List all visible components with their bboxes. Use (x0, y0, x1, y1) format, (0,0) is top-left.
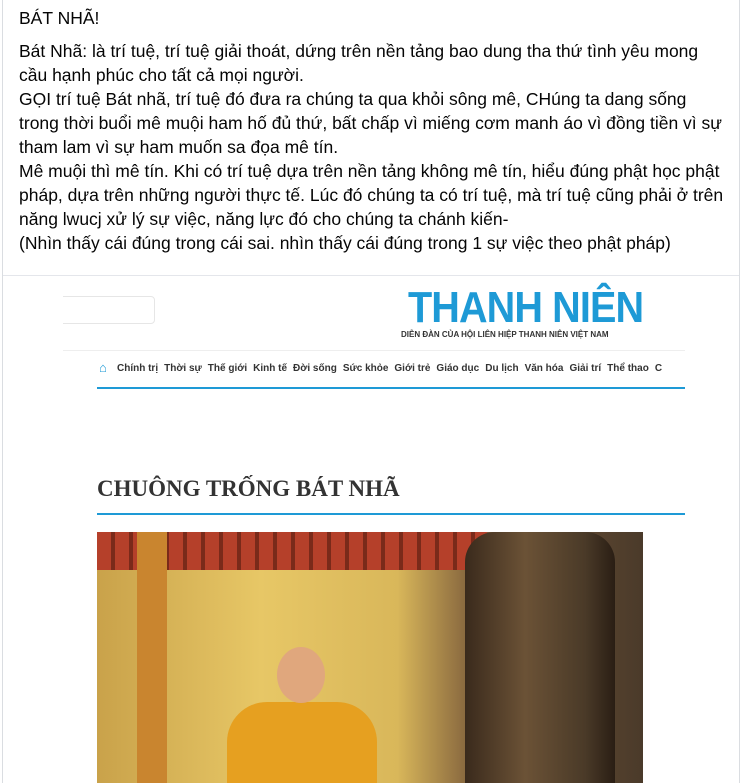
nav-item: Kinh tế (253, 362, 288, 374)
nav-item: Sức khỏe (342, 362, 389, 374)
nav-item: Giới trẻ (394, 362, 431, 374)
nav-item: Giải trí (569, 362, 602, 374)
home-icon: ⌂ (99, 360, 107, 375)
search-box (63, 296, 155, 324)
divider (63, 350, 685, 351)
site-logo: THANH NIÊN (408, 283, 644, 332)
nav-item: Giáo dục (436, 362, 480, 374)
bronze-bell (465, 532, 615, 783)
post-image[interactable] (63, 280, 685, 783)
monk-figure (227, 647, 377, 783)
article-title: CHUÔNG TRỐNG BÁT NHÃ (97, 476, 400, 501)
nav-item: Đời sống (293, 362, 337, 374)
nav-item: Thời sự (164, 362, 202, 374)
divider (3, 275, 739, 276)
temple-pillar (137, 532, 167, 783)
nav-item: C (654, 362, 663, 374)
nav-item: Thế giới (207, 362, 248, 374)
monk-head (277, 647, 325, 703)
nav-item: Du lịch (485, 362, 519, 374)
nav-underline (97, 387, 685, 389)
site-tagline: DIỄN ĐÀN CỦA HỘI LIÊN HIỆP THANH NIÊN VIỆT NAM (401, 330, 609, 339)
monk-robe (227, 702, 377, 783)
title-underline (97, 513, 685, 515)
nav-item: Chính trị (117, 362, 159, 374)
post-card (2, 0, 740, 783)
post-body: Bát Nhã: là trí tuệ, trí tuệ giải thoát, dứng trên nền tảng bao dung tha thứ tình yêu mong cầu hạnh phúc cho tất cả mọi người. GỌI trí tuệ Bát nhã, trí tuệ đó đưa ra chúng ta qua khỏi sông mê, CHúng ta dang sống trong thời buổi mê muội ham hố đủ thứ, bất chấp vì miếng cơm manh áo vì đồng tiền vì sự tham lam vì sự ham muốn sa đọa mê tín. Mê muội thì mê tín. Khi có trí tuệ dựa trên nền tảng không mê tín, hiểu đúng phật học phật pháp, dựa trên những người thực tế. Lúc đó chúng ta có trí tuệ, mà trí tuệ cũng phải ở trên năng lwucj xử lý sự việc, năng lực đó cho chúng ta chánh kiến- (Nhìn thấy cái đúng trong cái sai. nhìn thấy cái đúng trong 1 sự việc theo phật pháp) (19, 41, 724, 253)
post-text (19, 6, 731, 264)
post-heading: BÁT NHÃ! (19, 8, 100, 28)
article-photo (97, 532, 643, 783)
site-nav (99, 362, 662, 374)
nav-item: Thể thao (607, 362, 649, 374)
nav-item: Văn hóa (524, 362, 564, 374)
